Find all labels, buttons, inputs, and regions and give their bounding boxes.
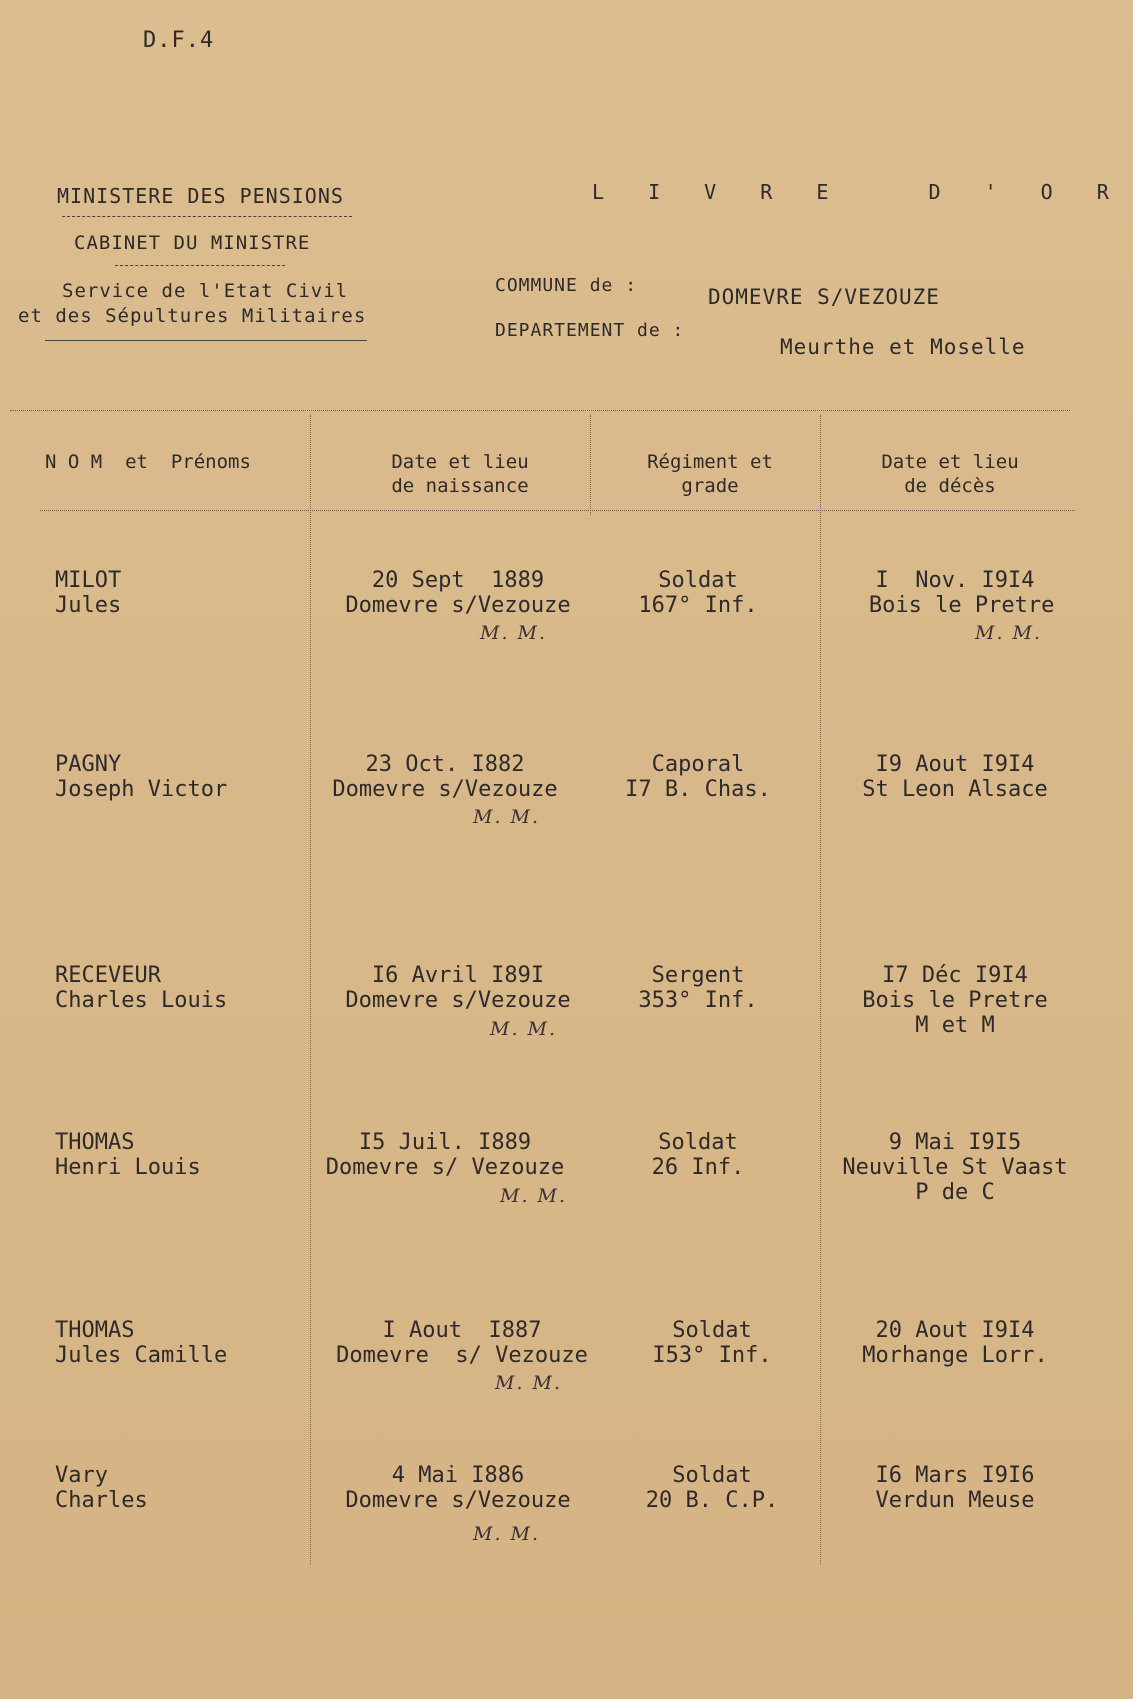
row-3-regiment: Sergent 353° Inf. [638, 963, 758, 1013]
ministry-line-3: Service de l'Etat Civil [62, 280, 349, 302]
row-4-nom: THOMAS Henri Louis [55, 1130, 201, 1180]
row-6-naissance: 4 Mai I886 Domevre s/Vezouze [345, 1463, 571, 1513]
row-4-deces: 9 Mai I9I5 Neuville St Vaast P de C [842, 1130, 1068, 1205]
department-label: DEPARTEMENT de : [495, 320, 685, 341]
row-5-deces: 20 Aout I9I4 Morhange Lorr. [862, 1318, 1048, 1368]
row-6-initials: M. M. [473, 1523, 541, 1545]
ministry-line-1: MINISTERE DES PENSIONS [57, 184, 344, 208]
row-2-nom: PAGNY Joseph Victor [55, 752, 228, 802]
row-1-regiment: Soldat 167° Inf. [638, 568, 758, 618]
row-3-nom: RECEVEUR Charles Louis [55, 963, 228, 1013]
header-regiment: Régiment et grade [647, 451, 773, 497]
row-1-deces: I Nov. I9I4 Bois le Pretre [868, 568, 1055, 618]
row-4-regiment: Soldat 26 Inf. [651, 1130, 745, 1180]
row-5-naissance: I Aout I887 Domevre s/ Vezouze [336, 1318, 588, 1368]
row-3-deces: I7 Déc I9I4 Bois le Pretre M et M [862, 963, 1048, 1038]
row-2-regiment: Caporal I7 B. Chas. [625, 752, 771, 802]
row-2-naissance: 23 Oct. I882 Domevre s/Vezouze [332, 752, 558, 802]
row-2-initials: M. M. [473, 806, 541, 828]
row-3-initials: M. M. [490, 1018, 558, 1040]
row-5-regiment: Soldat I53° Inf. [652, 1318, 772, 1368]
commune-value: DOMEVRE S/VEZOUZE [708, 285, 940, 309]
separator-dash [115, 265, 285, 266]
document-title: L I V R E D ' O R [592, 180, 1125, 204]
document-reference: D.F.4 [143, 28, 215, 53]
row-6-regiment: Soldat 20 B. C.P. [645, 1463, 779, 1513]
ministry-line-2: CABINET DU MINISTRE [74, 232, 311, 254]
header-nom: N O M et Prénoms [45, 451, 251, 473]
row-1-initials: M. M. [480, 622, 548, 644]
column-divider [590, 415, 591, 515]
row-4-initials: M. M. [500, 1185, 568, 1207]
department-value: Meurthe et Moselle [780, 335, 1026, 359]
separator-dash [62, 216, 352, 217]
separator-rule [45, 340, 367, 341]
row-1-deces-initials: M. M. [975, 622, 1043, 644]
row-5-nom: THOMAS Jules Camille [55, 1318, 228, 1368]
header-naissance: Date et lieu de naissance [391, 451, 529, 497]
header-deces: Date et lieu de décès [881, 451, 1019, 497]
row-4-naissance: I5 Juil. I889 Domevre s/ Vezouze [325, 1130, 565, 1180]
row-6-nom: Vary Charles [55, 1463, 148, 1513]
row-1-nom: MILOT Jules [55, 568, 122, 618]
row-3-naissance: I6 Avril I89I Domevre s/Vezouze [345, 963, 571, 1013]
commune-label: COMMUNE de : [495, 275, 638, 296]
header-bottom-rule [40, 510, 1075, 511]
row-5-initials: M. M. [495, 1372, 563, 1394]
row-2-deces: I9 Aout I9I4 St Leon Alsace [862, 752, 1048, 802]
row-1-naissance: 20 Sept 1889 Domevre s/Vezouze [345, 568, 571, 618]
ministry-line-4: et des Sépultures Militaires [18, 305, 367, 327]
row-6-deces: I6 Mars I9I6 Verdun Meuse [875, 1463, 1035, 1513]
column-divider [310, 415, 311, 1565]
header-top-rule [10, 410, 1070, 411]
